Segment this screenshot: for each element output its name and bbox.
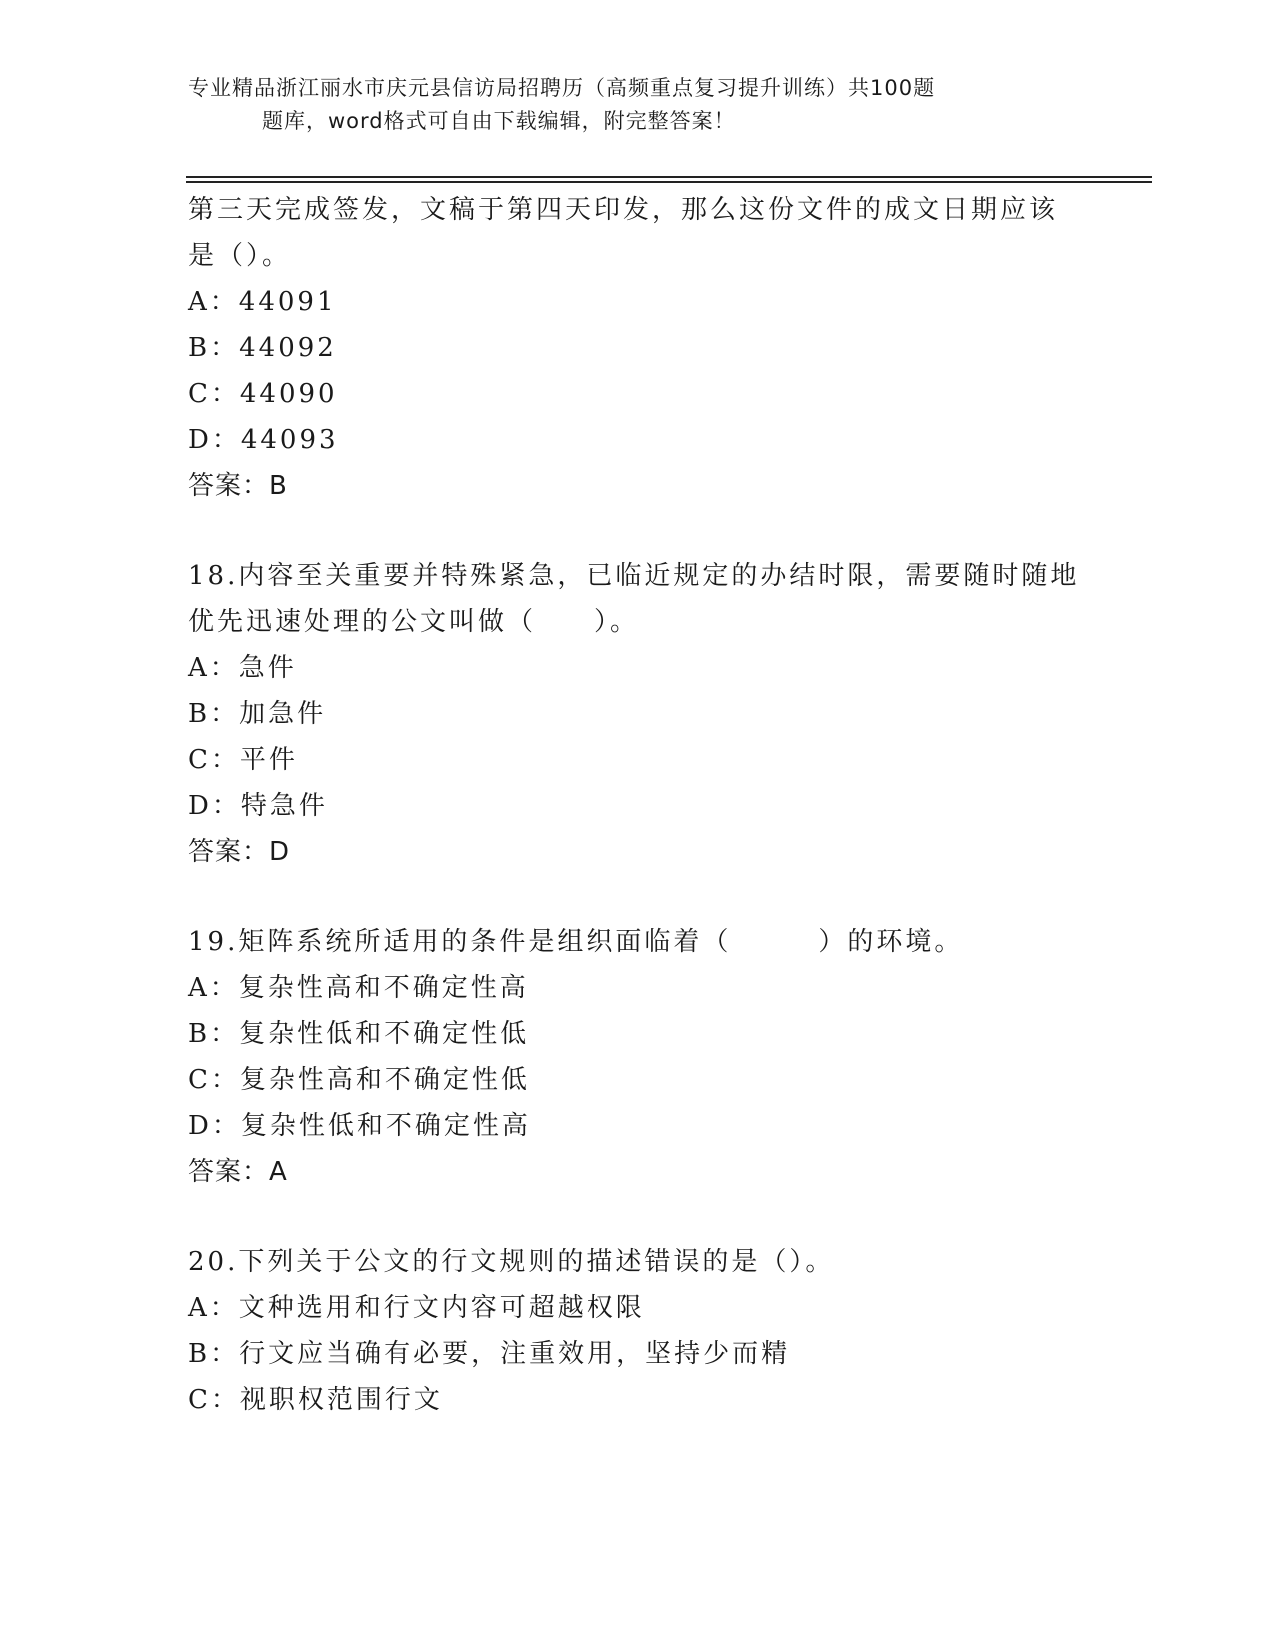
header-divider-bottom	[186, 181, 1152, 183]
question-17	[188, 187, 1088, 509]
question-stem-line: 18.内容至关重要并特殊紧急，已临近规定的办结时限，需要随时随地	[188, 561, 1080, 591]
spacer	[188, 509, 1088, 553]
option-a: A：复杂性高和不确定性高	[188, 973, 529, 1003]
question-18	[188, 553, 1088, 875]
option-b: B：复杂性低和不确定性低	[188, 1019, 530, 1049]
question-stem-line: 优先迅速处理的公文叫做（ ）。	[188, 607, 640, 637]
option-b: B：44092	[188, 333, 337, 363]
question-19	[188, 919, 1088, 1195]
option-d: D：复杂性低和不确定性高	[188, 1111, 531, 1141]
answer-line: 答案：A	[188, 1157, 288, 1187]
option-a: A：急件	[188, 653, 297, 683]
question-20	[188, 1239, 1088, 1423]
answer-line: 答案：D	[188, 837, 291, 867]
question-stem-line: 20.下列关于公文的行文规则的描述错误的是（）。	[188, 1247, 835, 1277]
question-stem-line: 第三天完成签发，文稿于第四天印发，那么这份文件的成文日期应该	[188, 195, 1059, 225]
option-b: B：行文应当确有必要，注重效用，坚持少而精	[188, 1339, 791, 1369]
header-title-line1: 专业精品浙江丽水市庆元县信访局招聘历（高频重点复习提升训练）共100题	[188, 76, 936, 100]
option-d: D：特急件	[188, 791, 328, 821]
option-c: C：复杂性高和不确定性低	[188, 1065, 530, 1095]
header-title-line2: 题库，word格式可自由下载编辑，附完整答案！	[262, 109, 736, 133]
spacer	[188, 1195, 1088, 1239]
spacer	[188, 875, 1088, 919]
option-b: B：加急件	[188, 699, 327, 729]
option-c: C：平件	[188, 745, 298, 775]
question-stem-line: 是（）。	[188, 241, 292, 271]
question-stem-line: 19.矩阵系统所适用的条件是组织面临着（ ）的环境。	[188, 927, 964, 957]
header-divider-top	[186, 176, 1152, 178]
option-c: C：44090	[188, 379, 338, 409]
question-content	[188, 187, 1088, 1423]
option-c: C：视职权范围行文	[188, 1385, 443, 1415]
option-a: A：44091	[188, 287, 337, 317]
option-d: D：44093	[188, 425, 339, 455]
option-a: A：文种选用和行文内容可超越权限	[188, 1293, 645, 1323]
answer-line: 答案：B	[188, 471, 288, 501]
page-header	[188, 72, 1048, 138]
